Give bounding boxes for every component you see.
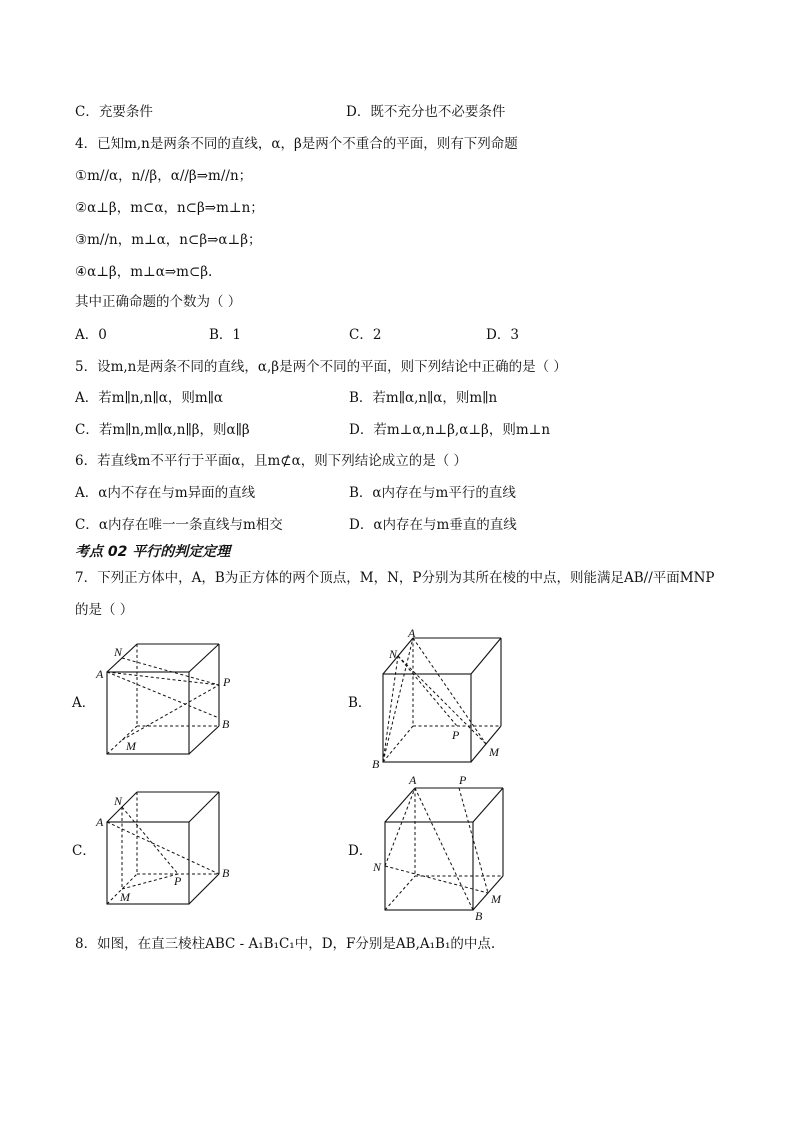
q4-option-b: B．1 bbox=[209, 327, 242, 343]
q4-proposition-1: ①m//α，n//β，α//β⇒m//n； bbox=[75, 168, 253, 184]
point-a-label: A bbox=[408, 626, 416, 640]
q4-proposition-3: ③m//n，m⊥α，n⊂β⇒α⊥β； bbox=[75, 232, 262, 248]
point-n-label: N bbox=[114, 645, 123, 659]
point-m-label: M bbox=[491, 892, 501, 906]
q5-option-a: A．若m∥n,n∥α，则m∥α bbox=[75, 390, 223, 406]
q8-stem: 8．如图，在直三棱柱ABC - A₁B₁C₁中，D，F分别是AB,A₁B₁的中点. bbox=[75, 936, 496, 952]
q4-option-a: A．0 bbox=[75, 327, 107, 343]
q5-option-b: B．若m∥α,n∥α，则m∥n bbox=[349, 390, 498, 406]
q6-option-b: B．α内存在与m平行的直线 bbox=[349, 485, 516, 501]
q7-figure-a-label: A． bbox=[72, 695, 96, 711]
q4-proposition-2: ②α⊥β，m⊂α，n⊂β⇒m⊥n； bbox=[75, 200, 264, 216]
point-p-label: P bbox=[459, 773, 467, 787]
point-b-label: B bbox=[222, 866, 230, 880]
q4-question: 其中正确命题的个数为（ ） bbox=[75, 294, 242, 310]
point-p-label: P bbox=[452, 728, 460, 742]
section-heading: 考点 02 平行的判定定理 bbox=[75, 544, 231, 560]
q4-option-d: D．3 bbox=[486, 327, 519, 343]
q4-proposition-4: ④α⊥β，m⊥α⇒m⊂β. bbox=[75, 264, 213, 280]
q4-stem: 4．已知m,n是两条不同的直线，α，β是两个不重合的平面，则有下列命题 bbox=[75, 136, 518, 152]
point-m-label: M bbox=[489, 745, 499, 759]
point-b-label: B bbox=[475, 909, 483, 922]
point-n-label: N bbox=[389, 647, 398, 661]
q3-option-c: C．充要条件 bbox=[75, 104, 153, 120]
point-p-label: P bbox=[223, 675, 231, 689]
q4-option-c: C．2 bbox=[349, 327, 382, 343]
q5-option-d: D．若m⊥α,n⊥β,α⊥β，则m⊥n bbox=[349, 422, 551, 438]
q6-stem: 6．若直线m不平行于平面α，且m⊄α，则下列结论成立的是（ ） bbox=[75, 453, 468, 469]
point-n-label: N bbox=[114, 794, 123, 808]
point-b-label: B bbox=[372, 757, 380, 771]
q7-figure-c-label: C． bbox=[72, 843, 96, 859]
point-a-label: A bbox=[96, 667, 104, 681]
q3-option-d: D．既不充分也不必要条件 bbox=[346, 104, 506, 120]
point-a-label: A bbox=[96, 815, 104, 829]
point-b-label: B bbox=[222, 717, 230, 731]
q7-figure-d-label: D． bbox=[348, 843, 373, 859]
q6-option-a: A．α内不存在与m异面的直线 bbox=[75, 485, 256, 501]
q6-option-c: C．α内存在唯一一条直线与m相交 bbox=[75, 517, 283, 533]
point-m-label: M bbox=[120, 890, 130, 904]
q7-figure-c bbox=[90, 786, 250, 920]
q7-figure-a bbox=[90, 636, 250, 770]
q7-figure-b bbox=[368, 626, 528, 780]
q7-figure-b-label: B． bbox=[348, 695, 372, 711]
q7-figure-d bbox=[368, 772, 528, 926]
q7-stem: 7．下列正方体中，A，B为正方体的两个顶点，M，N，P分别为其所在棱的中点，则能满足AB//平面MNP bbox=[75, 570, 715, 586]
point-m-label: M bbox=[126, 739, 136, 753]
q5-option-c: C．若m∥n,m∥α,n∥β，则α∥β bbox=[75, 422, 250, 438]
point-p-label: P bbox=[174, 874, 182, 888]
point-n-label: N bbox=[373, 860, 382, 874]
q7-stem-continued: 的是（ ） bbox=[75, 602, 134, 618]
point-a-label: A bbox=[409, 773, 417, 787]
q5-stem: 5．设m,n是两条不同的直线，α,β是两个不同的平面，则下列结论中正确的是（ ） bbox=[75, 359, 567, 375]
q6-option-d: D．α内存在与m垂直的直线 bbox=[349, 517, 517, 533]
